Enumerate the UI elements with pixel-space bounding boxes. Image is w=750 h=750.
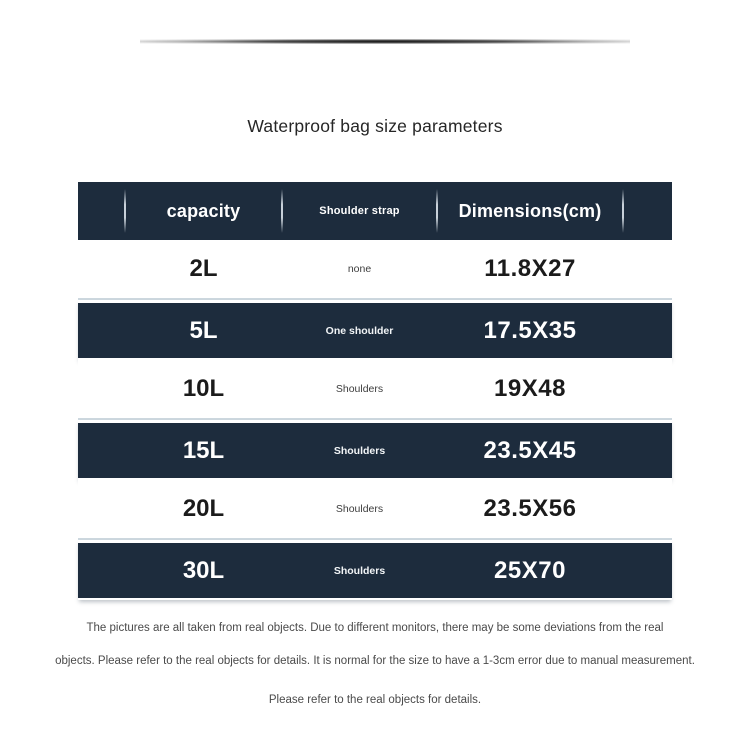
shoulder-strap-value: Shoulders	[333, 564, 386, 577]
table-row	[78, 540, 672, 600]
capacity-value: 20L	[182, 495, 225, 522]
capacity-value: 10L	[182, 375, 225, 402]
header-cell-shoulder-strap: Shoulder strap	[319, 205, 400, 217]
footer-line: objects. Please refer to the real objects for details. It is normal for the size to have a 1-3cm error due to manual measurement.	[55, 655, 695, 667]
column-divider	[281, 189, 283, 233]
table-row	[78, 240, 672, 300]
page-title: Waterproof bag size parameters	[247, 116, 503, 136]
shoulder-strap-value: Shoulders	[335, 383, 384, 395]
capacity-value: 30L	[182, 556, 225, 584]
footer-note	[0, 622, 750, 706]
capacity-value: 2L	[189, 255, 218, 282]
footer-line: The pictures are all taken from real objects. Due to different monitors, there may be some deviations from the real	[86, 622, 664, 634]
size-table	[78, 182, 672, 600]
shoulder-strap-value: none	[347, 263, 372, 275]
header-cell-dimensions: Dimensions(cm)	[458, 200, 602, 221]
shoulder-strap-value: Shoulders	[333, 444, 386, 457]
table-row	[78, 480, 672, 540]
table-row	[78, 360, 672, 420]
capacity-value: 15L	[182, 436, 225, 464]
footer-line: Please refer to the real objects for details.	[268, 694, 482, 706]
dimensions-value: 25X70	[494, 556, 566, 584]
table-row	[78, 420, 672, 480]
shoulder-strap-value: One shoulder	[325, 324, 394, 337]
column-divider	[622, 189, 624, 233]
dimensions-value: 23.5X45	[483, 436, 577, 464]
column-divider	[436, 189, 438, 233]
table-header	[78, 182, 672, 240]
header-cell-capacity: capacity	[166, 200, 241, 221]
top-divider-line	[140, 39, 630, 44]
dimensions-value: 19X48	[494, 375, 566, 402]
dimensions-value: 11.8X27	[484, 255, 576, 282]
capacity-value: 5L	[189, 316, 218, 344]
dimensions-value: 23.5X56	[483, 495, 577, 522]
column-divider	[124, 189, 126, 233]
table-row	[78, 300, 672, 360]
dimensions-value: 17.5X35	[483, 316, 577, 344]
shoulder-strap-value: Shoulders	[335, 503, 384, 515]
